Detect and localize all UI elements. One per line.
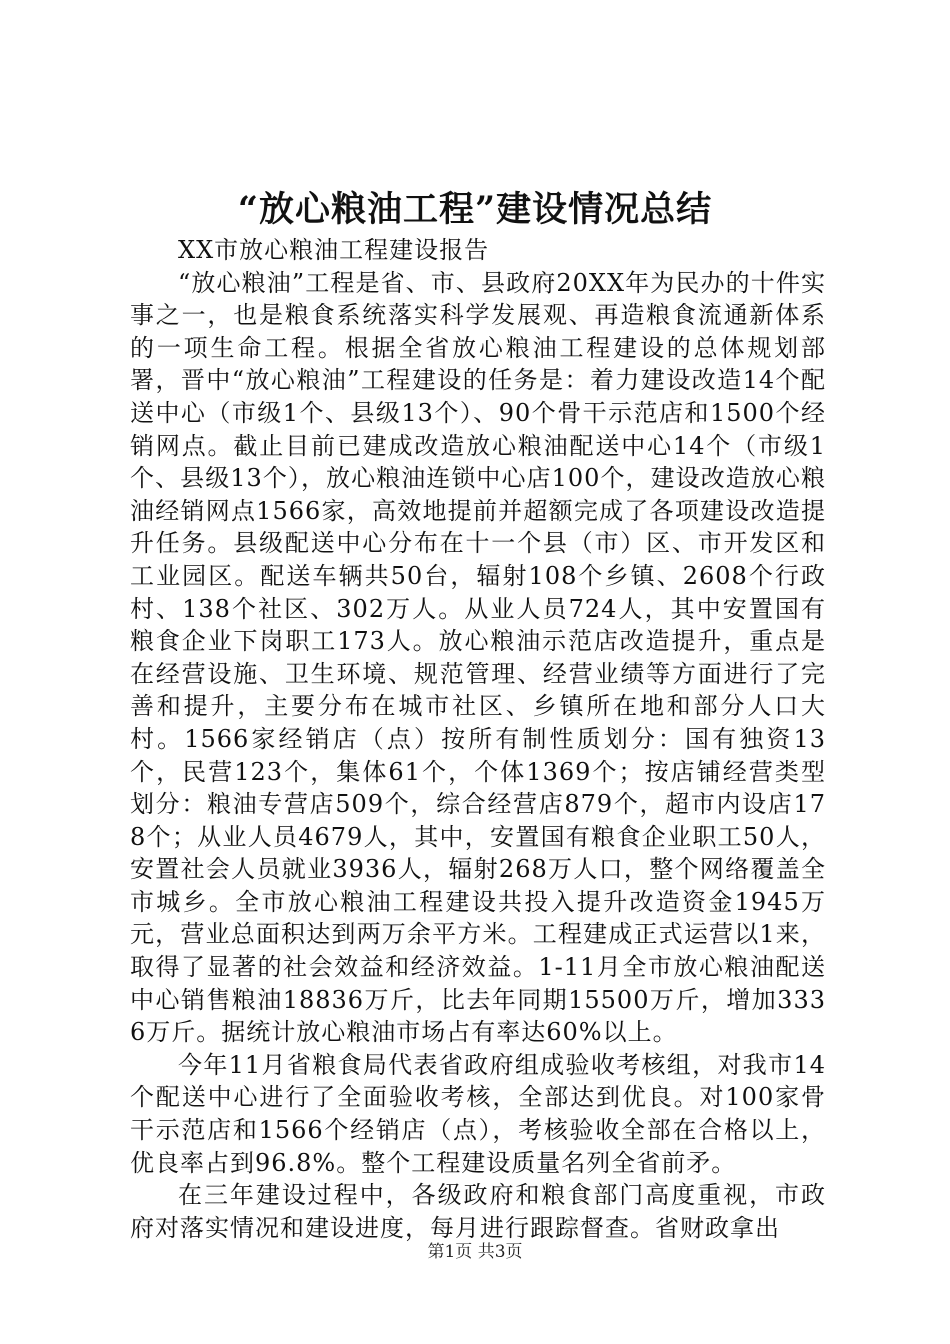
report-subtitle: XX市放心粮油工程建设报告 <box>178 236 490 264</box>
document-title: “放心粮油工程”建设情况总结 <box>237 189 713 230</box>
body-paragraph: “放心粮油”工程是省、市、县政府20XX年为民办的十件实事之一，也是粮食系统落实科学发展观、再造粮食流通新体系的一项生命工程。根据全省放心粮油工程建设的总体规划部署，晋中“放心粮油”工程建设的任务是：着力建设改造14个配送中心（市级1个、县级13个）、90个骨干示范店和1500个经销网点。截止目前已建成改造放心粮油配送中心14个（市级1个、县级13个），放心粮油连锁中心店100个，建设改造放心粮油经销网点1566家，高效地提前并超额完成了各项建设改造提升任务。县级配送中心分布在十一个县（市）区、市开发区和工业园区。配送车辆共50台，辐射108个乡镇、2608个行政村、138个社区、302万人。从业人员724人，其中安置国有粮食企业下岗职工173人。放心粮油示范店改造提升，重点是在经营设施、卫生环境、规范管理、经营业绩等方面进行了完善和提升，主要分布在城市社区、乡镇所在地和部分人口大村。1566家经销店（点）按所有制性质划分：国有独资13个，民营123个，集体61个，个体1369个；按店铺经营类型划分：粮油专营店509个，综合经营店879个，超市内设店178个；从业人员4679人，其中，安置国有粮食企业职工50人，安置社会人员就业3936人，辐射268万人口，整个网络覆盖全市城乡。全市放心粮油工程建设共投入提升改造资金1945万元，营业总面积达到两万余平方米。工程建成正式运营以1来，取得了显著的社会效益和经济效益。1-11月全市放心粮油配送中心销售粮油18836万斤，比去年同期15500万斤，增加3336万斤。据统计放心粮油市场占有率达60%以上。 <box>130 268 826 1047</box>
body-paragraph: 今年11月省粮食局代表省政府组成验收考核组，对我市14个配送中心进行了全面验收考核，全部达到优良。对100家骨干示范店和1566个经销店（点），考核验收全部在合格以上，优良率占到96.8%。整个工程建设质量名列全省前矛。 <box>130 1050 826 1177</box>
body-paragraph: 在三年建设过程中，各级政府和粮食部门高度重视，市政府对落实情况和建设进度，每月进行跟踪督查。省财政拿出 <box>130 1181 826 1242</box>
document-body <box>130 234 826 1244</box>
page-footer: 第1页 共3页 <box>427 1242 523 1262</box>
